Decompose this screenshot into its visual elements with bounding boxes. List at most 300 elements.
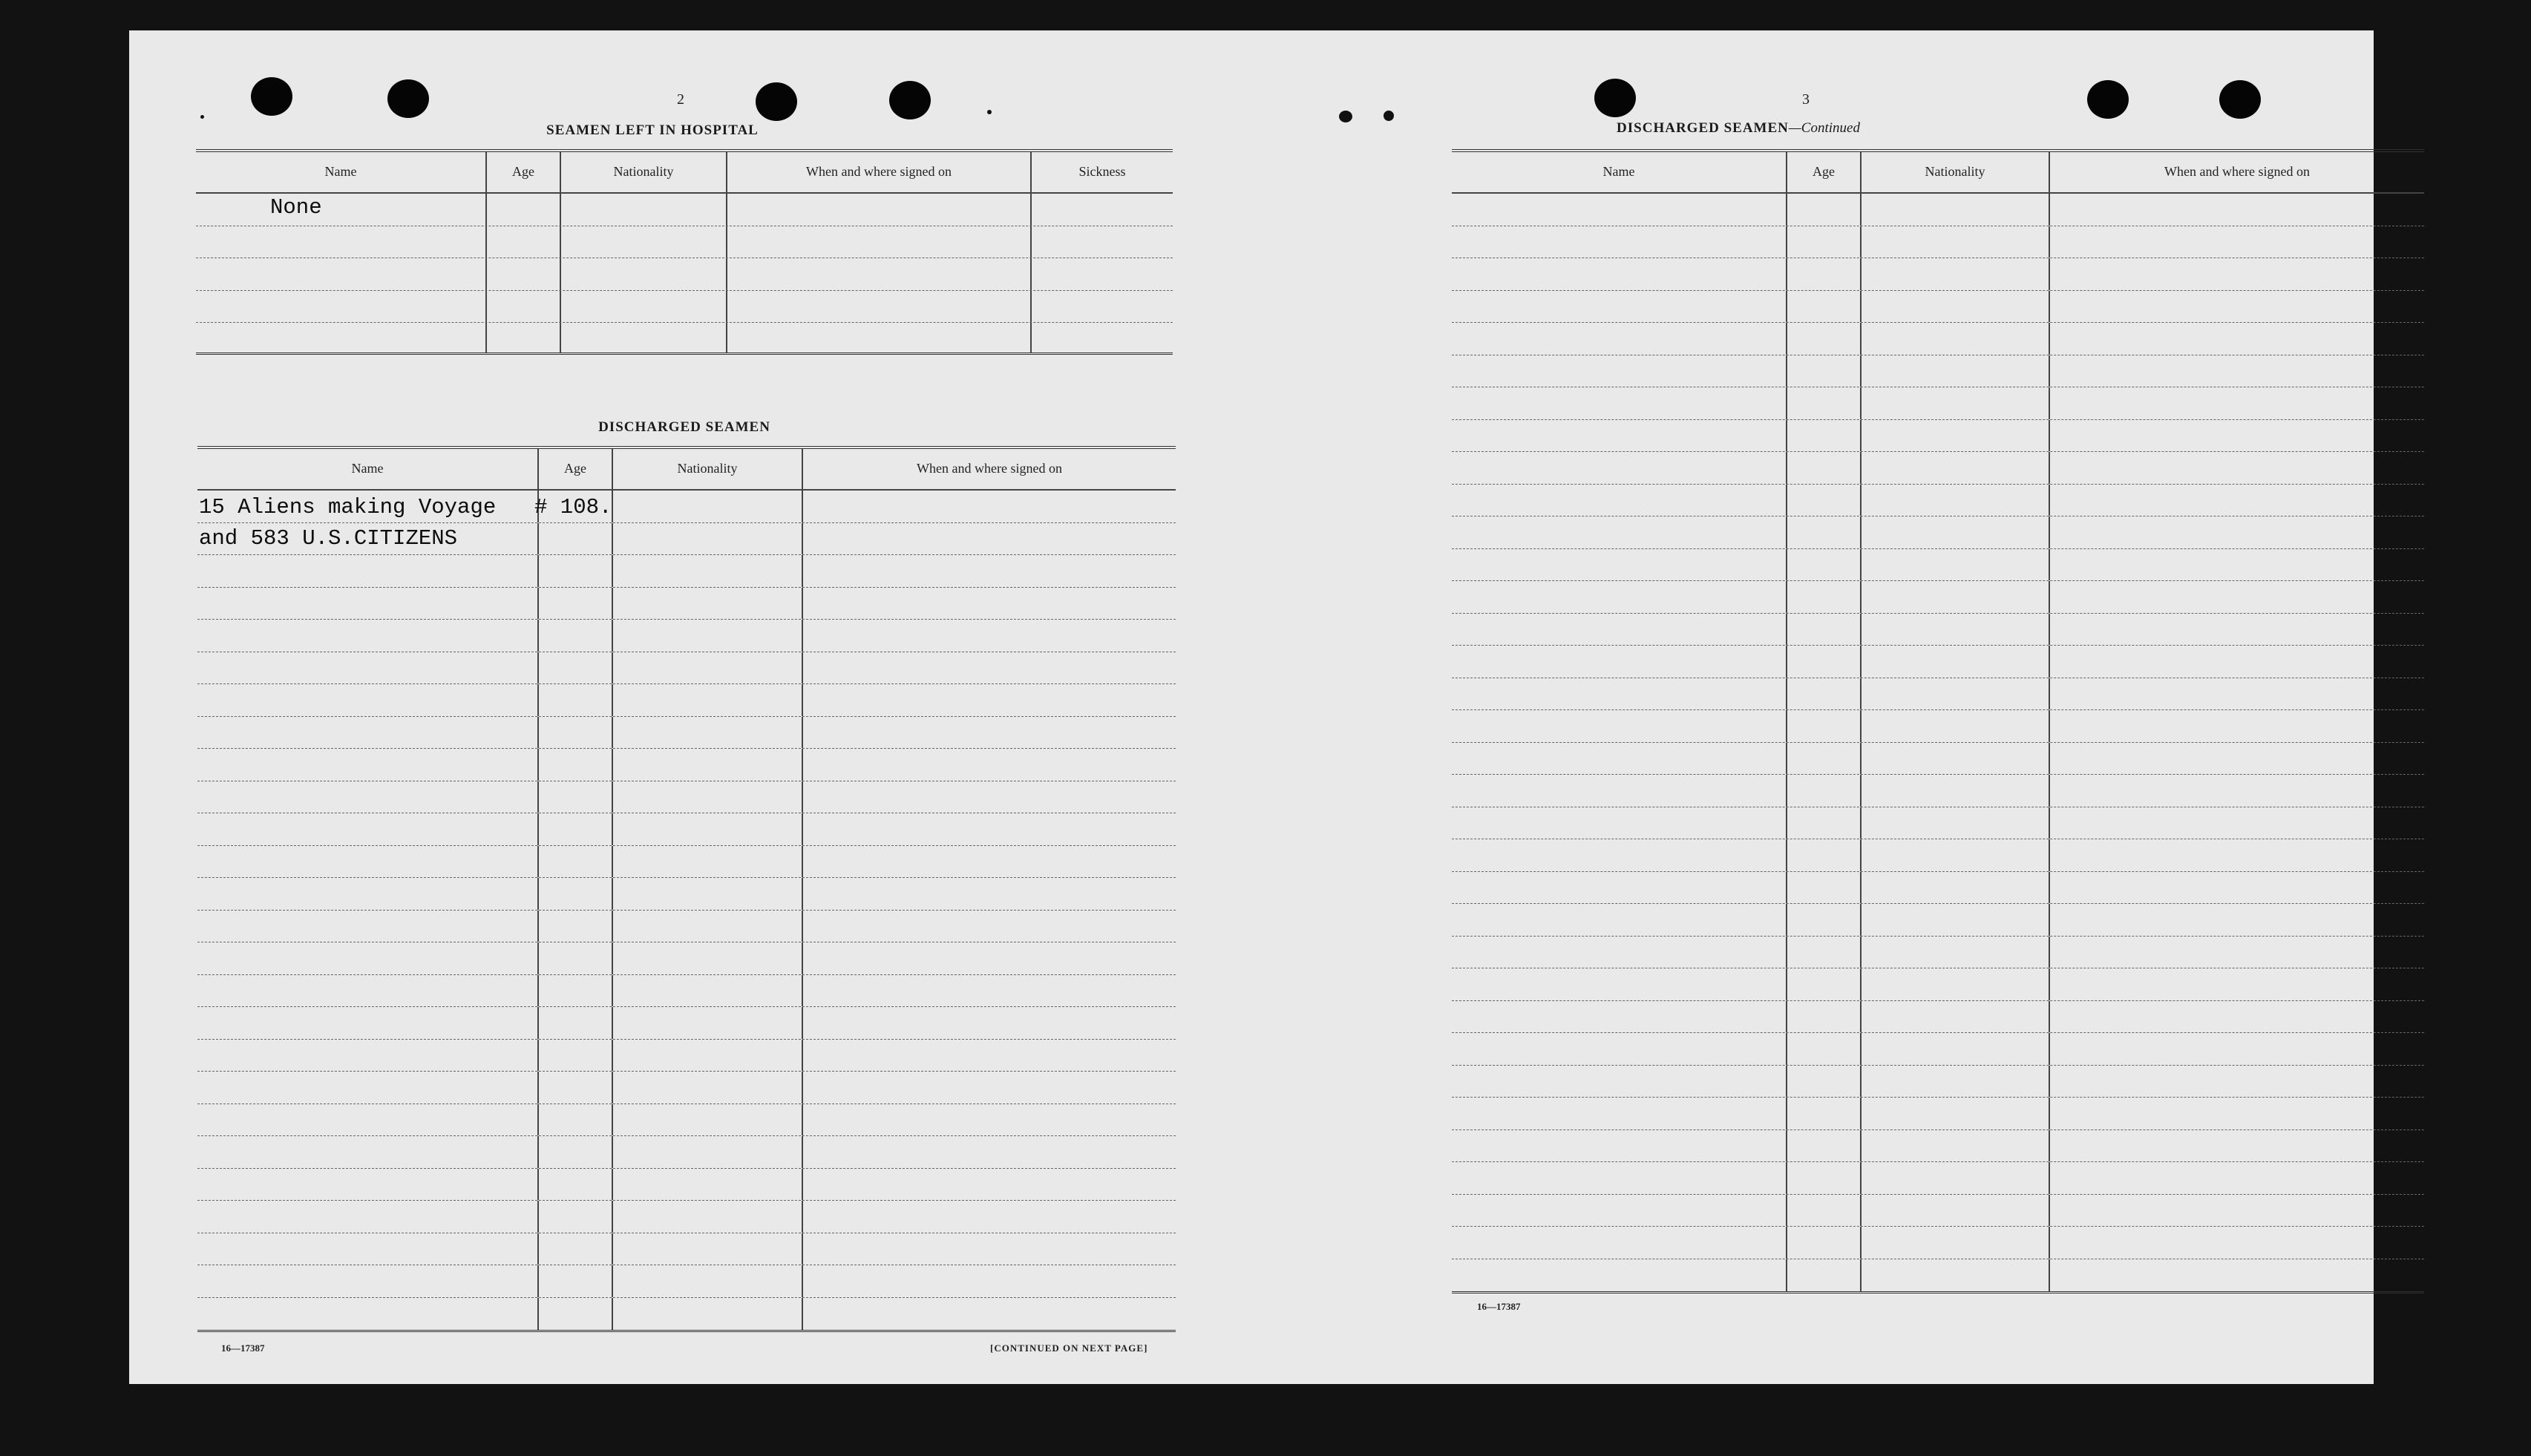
signed-on-cell xyxy=(803,1040,1176,1072)
signed-on-cell xyxy=(2050,1033,2424,1065)
nationality-cell xyxy=(1862,807,2050,839)
name-cell xyxy=(1452,1098,1787,1129)
table-row xyxy=(197,620,1176,652)
signed-on-cell xyxy=(803,846,1176,878)
name-cell xyxy=(1452,710,1787,742)
age-cell xyxy=(1787,194,1862,226)
table-row xyxy=(1452,1195,2424,1227)
nationality-cell xyxy=(613,1169,803,1201)
hospital-section-title: SEAMEN LEFT IN HOSPITAL xyxy=(546,122,759,138)
signed-on-cell xyxy=(803,555,1176,587)
name-cell xyxy=(196,291,487,323)
nationality-cell xyxy=(561,194,727,226)
nationality-cell xyxy=(1862,1130,2050,1162)
signed-on-cell xyxy=(803,588,1176,620)
discharged-table-body xyxy=(197,491,1176,1330)
sickness-cell xyxy=(1032,291,1173,323)
col-name-header: Name xyxy=(196,152,487,192)
name-cell xyxy=(1452,581,1787,613)
nationality-cell xyxy=(561,323,727,352)
table-row xyxy=(197,1104,1176,1137)
age-cell xyxy=(539,1104,613,1136)
nationality-cell xyxy=(1862,1098,2050,1129)
name-cell xyxy=(1452,1066,1787,1098)
signed-on-cell xyxy=(2050,968,2424,1000)
nationality-cell xyxy=(1862,872,2050,904)
age-cell xyxy=(1787,1227,1862,1259)
col-nationality-header: Nationality xyxy=(561,152,727,192)
name-cell xyxy=(197,878,539,910)
table-row xyxy=(197,684,1176,717)
name-cell xyxy=(1452,323,1787,355)
age-cell xyxy=(539,1265,613,1297)
name-cell xyxy=(197,1233,539,1265)
nationality-cell xyxy=(1862,1195,2050,1227)
nationality-cell xyxy=(1862,420,2050,452)
signed-on-cell xyxy=(2050,258,2424,290)
nationality-cell xyxy=(1862,1033,2050,1065)
nationality-cell xyxy=(613,911,803,942)
nationality-cell xyxy=(613,781,803,813)
table-row xyxy=(1452,226,2424,259)
name-cell xyxy=(197,523,539,555)
signed-on-cell xyxy=(803,1072,1176,1104)
age-cell xyxy=(539,1136,613,1168)
age-cell xyxy=(534,491,613,522)
discharged-continued-body xyxy=(1452,194,2424,1291)
name-cell xyxy=(1452,1227,1787,1259)
nationality-cell xyxy=(613,846,803,878)
name-cell xyxy=(196,258,487,290)
age-cell xyxy=(1787,646,1862,678)
table-row xyxy=(1452,387,2424,420)
age-cell xyxy=(539,975,613,1007)
table-row xyxy=(197,1007,1176,1040)
signed-on-cell xyxy=(803,1104,1176,1136)
hospital-table xyxy=(196,149,1173,355)
nationality-cell xyxy=(1862,743,2050,775)
age-cell xyxy=(487,323,561,352)
nationality-cell xyxy=(1862,517,2050,548)
table-row xyxy=(1452,1033,2424,1066)
age-cell xyxy=(539,555,613,587)
nationality-cell xyxy=(1862,226,2050,258)
name-cell xyxy=(197,1072,539,1104)
right-page xyxy=(1251,30,2374,1384)
nationality-cell xyxy=(613,1072,803,1104)
col-age-header: Age xyxy=(487,152,561,192)
signed-on-cell xyxy=(803,813,1176,845)
name-cell xyxy=(197,555,539,587)
entry-text: and 583 U.S.CITIZENS xyxy=(199,525,458,551)
age-cell xyxy=(539,588,613,620)
age-cell xyxy=(1787,1098,1862,1129)
table-row xyxy=(196,194,1173,226)
nationality-cell xyxy=(1862,614,2050,646)
table-row xyxy=(1452,1162,2424,1195)
name-cell xyxy=(197,491,539,522)
age-cell xyxy=(487,226,561,258)
name-cell xyxy=(1452,614,1787,646)
nationality-cell xyxy=(1862,323,2050,355)
table-row xyxy=(197,846,1176,879)
name-cell xyxy=(197,1007,539,1039)
nationality-cell xyxy=(613,1104,803,1136)
name-cell xyxy=(197,1169,539,1201)
name-cell xyxy=(1452,775,1787,807)
signed-on-cell xyxy=(2050,226,2424,258)
discharged-continued-title xyxy=(1251,120,2225,137)
nationality-cell xyxy=(1862,904,2050,936)
table-row xyxy=(197,1136,1176,1169)
age-cell xyxy=(539,813,613,845)
nationality-cell xyxy=(1862,291,2050,323)
age-cell xyxy=(539,1040,613,1072)
left-page xyxy=(129,30,1205,1384)
table-row xyxy=(1452,710,2424,743)
table-row xyxy=(197,1233,1176,1266)
table-row xyxy=(1452,355,2424,388)
table-row xyxy=(1452,485,2424,517)
nationality-cell xyxy=(613,878,803,910)
name-cell xyxy=(1452,549,1787,581)
name-cell xyxy=(1452,646,1787,678)
age-cell xyxy=(539,1169,613,1201)
col-nationality-header: Nationality xyxy=(613,449,803,489)
table-row xyxy=(1452,1130,2424,1163)
signed-on-cell xyxy=(727,291,1032,323)
table-row xyxy=(1452,517,2424,549)
discharged-table-header xyxy=(197,449,1176,491)
nationality-cell xyxy=(613,1007,803,1039)
nationality-cell xyxy=(1862,839,2050,871)
table-row xyxy=(196,291,1173,324)
table-row xyxy=(1452,872,2424,905)
signed-on-cell xyxy=(2050,1259,2424,1292)
age-cell xyxy=(539,1007,613,1039)
age-cell xyxy=(539,942,613,974)
age-cell xyxy=(539,846,613,878)
name-cell xyxy=(197,1040,539,1072)
table-row xyxy=(1452,291,2424,324)
table-row xyxy=(197,878,1176,911)
table-row xyxy=(1452,614,2424,646)
age-cell xyxy=(1787,1259,1862,1292)
nationality-cell xyxy=(1862,678,2050,710)
nationality-cell xyxy=(613,620,803,652)
entry-text: # 108. xyxy=(534,495,612,519)
name-cell xyxy=(1452,937,1787,968)
signed-on-cell xyxy=(803,1169,1176,1201)
nationality-cell xyxy=(1862,452,2050,484)
age-cell xyxy=(1787,1195,1862,1227)
signed-on-cell xyxy=(2050,807,2424,839)
name-cell xyxy=(197,652,539,684)
nationality-cell xyxy=(613,1265,803,1297)
nationality-cell xyxy=(1862,1162,2050,1194)
nationality-cell xyxy=(1862,581,2050,613)
nationality-cell xyxy=(613,1233,803,1265)
age-cell xyxy=(1787,226,1862,258)
signed-on-cell xyxy=(2050,872,2424,904)
table-row xyxy=(197,781,1176,814)
age-cell xyxy=(1787,614,1862,646)
name-cell xyxy=(1452,872,1787,904)
form-code: 16—17387 xyxy=(221,1342,265,1354)
table-row xyxy=(1452,323,2424,355)
signed-on-cell xyxy=(803,1233,1176,1265)
nationality-cell xyxy=(613,652,803,684)
age-cell xyxy=(539,781,613,813)
name-cell xyxy=(1452,485,1787,517)
signed-on-cell xyxy=(803,1201,1176,1233)
col-signed-on-header: When and where signed on xyxy=(2164,164,2310,179)
table-row xyxy=(197,1072,1176,1104)
signed-on-cell xyxy=(727,323,1032,352)
name-cell xyxy=(196,323,487,352)
title-continued: —Continued xyxy=(1788,120,1860,136)
signed-on-cell xyxy=(2050,904,2424,936)
nationality-cell xyxy=(1862,1001,2050,1033)
col-age-header: Age xyxy=(1787,152,1862,192)
signed-on-cell xyxy=(2050,937,2424,968)
name-cell xyxy=(1452,258,1787,290)
name-cell xyxy=(197,975,539,1007)
nationality-cell xyxy=(613,717,803,749)
name-cell xyxy=(197,717,539,749)
nationality-cell xyxy=(613,1201,803,1233)
age-cell xyxy=(539,523,613,555)
signed-on-cell xyxy=(803,491,1176,522)
age-cell xyxy=(1787,1162,1862,1194)
page-number: 2 xyxy=(677,91,684,108)
signed-on-cell xyxy=(2050,194,2424,226)
name-cell xyxy=(197,684,539,716)
age-cell xyxy=(1787,581,1862,613)
name-cell xyxy=(1452,743,1787,775)
table-row xyxy=(1452,743,2424,775)
discharged-continued-header xyxy=(1452,152,2424,194)
name-cell xyxy=(197,813,539,845)
signed-on-cell xyxy=(803,878,1176,910)
table-row xyxy=(1452,678,2424,711)
signed-on-cell xyxy=(2050,517,2424,548)
empty-rows xyxy=(197,555,1176,1330)
signed-on-cell xyxy=(2050,549,2424,581)
signed-on-cell xyxy=(803,1298,1176,1331)
age-cell xyxy=(1787,1033,1862,1065)
name-cell xyxy=(1452,517,1787,548)
nationality-cell xyxy=(1862,387,2050,419)
nationality-cell xyxy=(613,749,803,781)
signed-on-cell xyxy=(2050,581,2424,613)
table-row xyxy=(197,1040,1176,1072)
entry-text: None xyxy=(270,195,322,220)
hospital-table-header xyxy=(196,152,1173,194)
age-cell xyxy=(1787,291,1862,323)
table-row xyxy=(197,717,1176,750)
page-number: 3 xyxy=(1802,91,1810,108)
age-cell xyxy=(1787,968,1862,1000)
name-cell xyxy=(197,1136,539,1168)
table-row xyxy=(197,911,1176,943)
age-cell xyxy=(539,1201,613,1233)
table-row xyxy=(1452,646,2424,678)
signed-on-cell xyxy=(803,942,1176,974)
name-cell xyxy=(196,226,487,258)
signed-on-cell xyxy=(2050,678,2424,710)
name-cell xyxy=(1452,678,1787,710)
age-cell xyxy=(539,1233,613,1265)
nationality-cell xyxy=(1862,1259,2050,1292)
nationality-cell xyxy=(613,813,803,845)
age-cell xyxy=(539,652,613,684)
signed-on-cell xyxy=(803,749,1176,781)
table-row xyxy=(197,1298,1176,1331)
col-name-header: Name xyxy=(197,449,539,489)
discharged-table xyxy=(197,446,1176,1332)
signed-on-cell xyxy=(2050,743,2424,775)
nationality-cell xyxy=(1862,646,2050,678)
hospital-table-body xyxy=(196,194,1173,352)
table-row xyxy=(1452,1259,2424,1292)
table-row xyxy=(1452,1227,2424,1259)
name-cell xyxy=(1452,904,1787,936)
signed-on-cell xyxy=(727,258,1032,290)
name-cell xyxy=(1452,1001,1787,1033)
name-cell xyxy=(197,1201,539,1233)
nationality-cell xyxy=(1862,775,2050,807)
signed-on-cell xyxy=(2050,1162,2424,1194)
age-cell xyxy=(1787,807,1862,839)
table-row xyxy=(197,1201,1176,1233)
name-cell xyxy=(197,781,539,813)
table-row xyxy=(197,555,1176,588)
sickness-cell xyxy=(1032,258,1173,290)
signed-on-cell xyxy=(2050,1195,2424,1227)
form-code: 16—17387 xyxy=(1477,1301,1521,1312)
signed-on-cell xyxy=(803,975,1176,1007)
signed-on-cell xyxy=(2050,1130,2424,1162)
age-cell xyxy=(1787,549,1862,581)
age-cell xyxy=(539,717,613,749)
table-row xyxy=(1452,1001,2424,1034)
form-sheet xyxy=(129,30,2374,1384)
signed-on-cell xyxy=(727,226,1032,258)
name-cell xyxy=(196,194,487,226)
age-cell xyxy=(539,1072,613,1104)
name-cell xyxy=(197,620,539,652)
table-row xyxy=(1452,420,2424,453)
age-cell xyxy=(1787,710,1862,742)
nationality-cell xyxy=(613,1136,803,1168)
nationality-cell xyxy=(1862,549,2050,581)
nationality-cell xyxy=(613,491,803,522)
signed-on-cell xyxy=(2050,355,2424,387)
signed-on-cell xyxy=(2050,839,2424,871)
table-row xyxy=(1452,452,2424,485)
nationality-cell xyxy=(613,523,803,555)
nationality-cell xyxy=(1862,1227,2050,1259)
sickness-cell xyxy=(1032,226,1173,258)
signed-on-cell xyxy=(803,684,1176,716)
age-cell xyxy=(539,684,613,716)
name-cell xyxy=(1452,1259,1787,1292)
table-row xyxy=(197,942,1176,975)
signed-on-cell xyxy=(2050,291,2424,323)
table-row xyxy=(1452,1066,2424,1098)
table-row xyxy=(1452,258,2424,291)
signed-on-cell xyxy=(2050,323,2424,355)
age-cell xyxy=(1787,1001,1862,1033)
signed-on-cell xyxy=(803,781,1176,813)
name-cell xyxy=(1452,452,1787,484)
signed-on-cell xyxy=(2050,1227,2424,1259)
table-row xyxy=(1452,549,2424,582)
signed-on-cell xyxy=(803,717,1176,749)
continued-note: [CONTINUED ON NEXT PAGE] xyxy=(990,1342,1148,1354)
name-cell xyxy=(197,749,539,781)
signed-on-cell xyxy=(803,620,1176,652)
name-cell xyxy=(1452,839,1787,871)
name-cell xyxy=(197,846,539,878)
table-row xyxy=(197,813,1176,846)
name-cell xyxy=(1452,226,1787,258)
signed-on-cell xyxy=(2050,485,2424,517)
col-signed-on-header: When and where signed on xyxy=(727,152,1032,192)
signed-on-cell xyxy=(803,1136,1176,1168)
table-row xyxy=(1452,581,2424,614)
signed-on-cell xyxy=(2050,646,2424,678)
nationality-cell xyxy=(1862,485,2050,517)
name-cell xyxy=(1452,387,1787,419)
table-row xyxy=(197,975,1176,1008)
age-cell xyxy=(1787,904,1862,936)
nationality-cell xyxy=(613,1298,803,1331)
discharged-section-title: DISCHARGED SEAMEN xyxy=(598,419,770,435)
col-age-header: Age xyxy=(539,449,613,489)
age-cell xyxy=(1787,485,1862,517)
nationality-cell xyxy=(1862,937,2050,968)
table-row xyxy=(197,523,1176,556)
age-cell xyxy=(539,749,613,781)
table-row xyxy=(196,258,1173,291)
title-main: DISCHARGED SEAMEN xyxy=(1617,120,1789,136)
age-cell xyxy=(539,1298,613,1331)
name-cell xyxy=(1452,1130,1787,1162)
signed-on-cell xyxy=(2050,420,2424,452)
name-cell xyxy=(197,942,539,974)
nationality-cell xyxy=(613,555,803,587)
nationality-cell xyxy=(1862,258,2050,290)
age-cell xyxy=(1787,775,1862,807)
col-signed-on-header: When and where signed on xyxy=(917,461,1062,476)
table-row xyxy=(197,588,1176,620)
name-cell xyxy=(197,911,539,942)
name-cell xyxy=(1452,968,1787,1000)
nationality-cell xyxy=(613,942,803,974)
age-cell xyxy=(1787,743,1862,775)
nationality-cell xyxy=(613,1040,803,1072)
name-cell xyxy=(197,1298,539,1331)
table-row xyxy=(1452,937,2424,969)
table-row xyxy=(1452,775,2424,807)
col-sickness-header: Sickness xyxy=(1078,164,1126,179)
name-cell xyxy=(1452,1195,1787,1227)
age-cell xyxy=(1787,420,1862,452)
age-cell xyxy=(1787,452,1862,484)
sickness-cell xyxy=(1032,194,1173,226)
